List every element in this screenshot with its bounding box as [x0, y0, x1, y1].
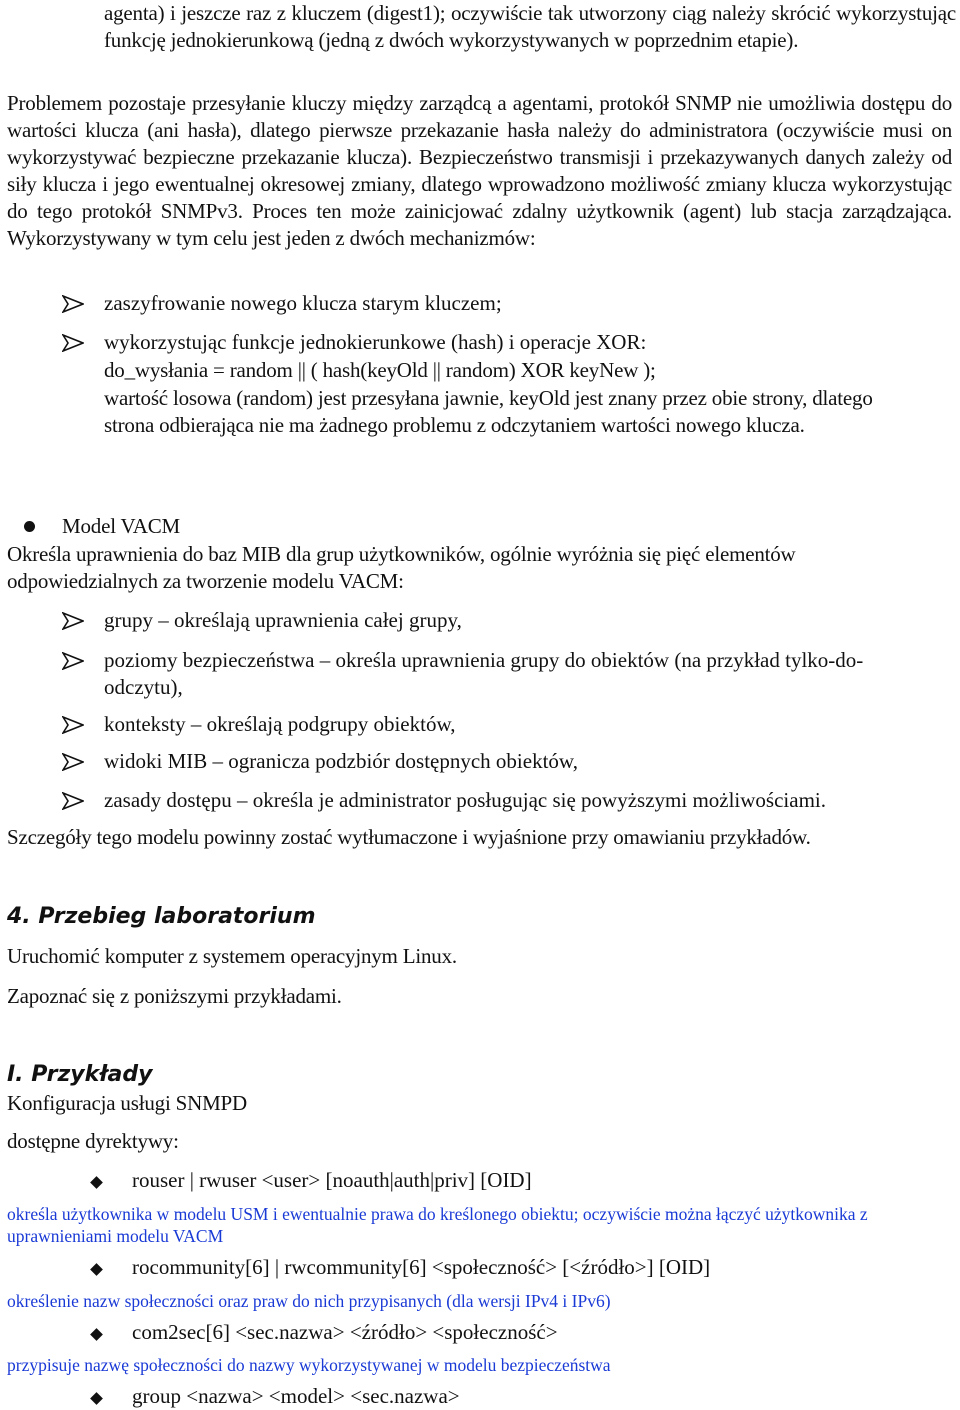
diamond-icon: [90, 1176, 103, 1189]
arrowhead-icon: [62, 295, 84, 313]
arrowhead-icon: [62, 716, 84, 734]
diamond-icon: [90, 1392, 103, 1405]
directive-syntax: group <nazwa> <model> <sec.nazwa>: [132, 1384, 460, 1408]
section-heading: 4. Przebieg laboratorium: [7, 904, 316, 929]
directive-syntax: rouser | rwuser <user> [noauth|auth|priv] [OID]: [132, 1168, 532, 1192]
list-item-text: grupy – określają uprawnienia całej grupy,: [104, 608, 462, 632]
list-item-text: konteksty – określają podgrupy obiektów,: [104, 712, 456, 736]
arrowhead-icon: [62, 753, 84, 771]
directive-note: określenie nazw społeczności oraz praw do nich przypisanych (dla wersji IPv4 i IPv6): [7, 1291, 611, 1311]
directive-note: określa użytkownika w modelu USM i ewentualnie prawa do kreślonego obiektu; oczywiście można łączyć użytkownika z uprawnieniami modelu VACM: [7, 1204, 868, 1246]
directive-syntax: rocommunity[6] | rwcommunity[6] <społeczność> [<źródło>] [OID]: [132, 1255, 711, 1279]
section-line: dostępne dyrektywy:: [7, 1129, 179, 1153]
diamond-icon: [90, 1328, 103, 1341]
intro-continuation: agenta) i jeszcze raz z kluczem (digest1); oczywiście tak utworzony ciąg należy skrócić wykorzystując funkcję jednokierunkową (jedną z dwóch wykorzystywanych w poprzednim etapie).: [104, 1, 956, 52]
section-line: Zapoznać się z poniższymi przykładami.: [7, 984, 342, 1008]
arrowhead-icon: [62, 652, 84, 670]
list-item-text: zaszyfrowanie nowego klucza starym kluczem;: [104, 291, 502, 315]
list-item-text: poziomy bezpieczeństwa – określa uprawnienia grupy do obiektów (na przykład tylko-do-odczytu),: [104, 648, 864, 699]
arrowhead-icon: [62, 792, 84, 810]
key-exchange-paragraph: Problemem pozostaje przesyłanie kluczy między zarządcą a agentami, protokół SNMP nie umożliwia dostępu do wartości klucza (ani hasła), dlatego pierwsze przekazanie hasła należy do administratora (oczywiście musi on wykorzystywać bezpieczne przekazanie klucza). Bezpieczeństwo transmisji i przekazywanych danych zależy od siły klucza i jego ewentualnej okresowej zmiany, dlatego wprowadzono możliwość zmiany klucza wykorzystując do tego protokół SNMPv3. Proces ten może zainicjować zdalny użytkownik (agent) lub stacja zarządzająca. Wykorzystywany w tym celu jest jeden z dwóch mechanizmów:: [7, 91, 952, 250]
directive-note: przypisuje nazwę społeczności do nazwy wykorzystywanej w modelu bezpieczeństwa: [7, 1355, 611, 1375]
xor-formula: do_wysłania = random || ( hash(keyOld || random) XOR keyNew );: [104, 358, 656, 382]
list-item-text: widoki MIB – ogranicza podzbiór dostępnych obiektów,: [104, 749, 578, 773]
section-line: Uruchomić komputer z systemem operacyjnym Linux.: [7, 944, 457, 968]
section-line: Konfiguracja usługi SNMPD: [7, 1091, 247, 1115]
arrowhead-icon: [62, 612, 84, 630]
diamond-icon: [90, 1263, 103, 1276]
list-item-text: wykorzystując funkcje jednokierunkowe (hash) i operacje XOR:: [104, 330, 647, 354]
directive-syntax: com2sec[6] <sec.nazwa> <źródło> <społeczność>: [132, 1320, 558, 1344]
xor-explanation: wartość losowa (random) jest przesyłana jawnie, keyOld jest znany przez obie strony, dlatego strona odbierająca nie ma żadnego problemu z odczytaniem wartości nowego klucza.: [104, 386, 873, 437]
vacm-description: Określa uprawnienia do baz MIB dla grup użytkowników, ogólnie wyróżnia się pięć elementów odpowiedzialnych za tworzenie modelu VACM:: [7, 542, 796, 593]
list-item-text: zasady dostępu – określa je administrator posługując się powyższymi możliwościami.: [104, 788, 826, 812]
section-heading: I. Przykłady: [7, 1062, 153, 1087]
vacm-title: Model VACM: [62, 514, 181, 538]
arrowhead-icon: [62, 334, 84, 352]
bullet-icon: [24, 521, 35, 532]
vacm-closing: Szczegóły tego modelu powinny zostać wytłumaczone i wyjaśnione przy omawianiu przykładów.: [7, 825, 811, 849]
